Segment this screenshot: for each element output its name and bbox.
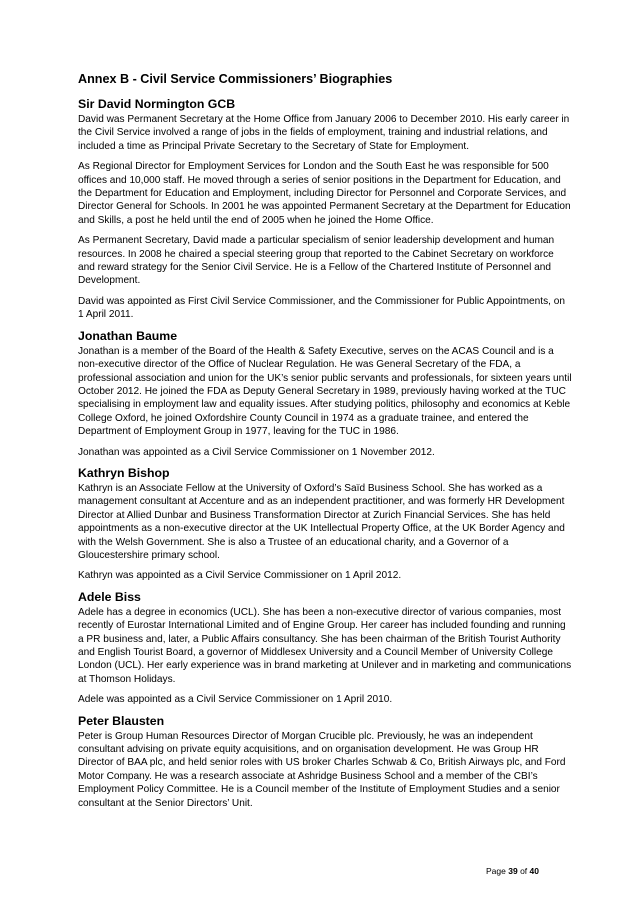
bio-name: Sir David Normington GCB [78,97,236,111]
page-content [78,72,572,817]
bio-paragraph: As Regional Director for Employment Services for London and the South East he was responsible for 500 offices and 10,000 staff. He moved through a series of senior positions in the Department for Education, and the Department for Education and Employment, including Director for Personnel and Corporate Services, and Director General for Schools. In 2001 he was appointed Permanent Secretary at the Department for Education and Skills, a post he held until the end of 2005 when he joined the Home Office. [78,161,571,226]
bio-paragraph: David was appointed as First Civil Service Commissioner, and the Commissioner for Public Appointments, on 1 April 2011. [78,295,565,321]
page-word: Page [486,866,506,876]
page-footer [486,866,539,876]
bio-peter-blausten [78,714,572,810]
annex-title: Annex B - Civil Service Commissioners’ Biographies [78,72,393,86]
bio-adele-biss [78,590,572,707]
bio-paragraph: Jonathan is a member of the Board of the Health & Safety Executive, serves on the ACAS Council and is a non-executive director of the Office of Nuclear Regulation. He was General Secretary of the FDA, a professional association and union for the UK’s senior public servants and professionals, for sixteen years until October 2012. He joined the FDA as Deputy General Secretary in 1989, previously having worked at the TUC specialising in employment law and equality issues. After studying politics, philosophy and economics at Keble College Oxford, he joined Oxfordshire County Council in 1974 as a graduate trainee, and entered the Department of Employment Group in 1977, leaving for the TUC in 1986. [78,345,572,438]
bio-name: Jonathan Baume [78,328,178,343]
bio-paragraph: Kathryn was appointed as a Civil Service Commissioner on 1 April 2012. [78,570,402,582]
bio-paragraph: Adele has a degree in economics (UCL). She has been a non-executive director of various companies, most recently of Eurostar International Limited and of Engine Group. Her career has included founding and running a PR business and, later, a Public Affairs consultancy. She has been chairman of the British Tourist Authority and English Tourist Board, a governor of Middlesex University and a Council Member of University College London (UCL). Her early experience was in brand marketing at Unilever and in marketing and communications at Thomson Holidays. [78,606,572,685]
bio-david-normington [78,97,572,322]
bio-name: Peter Blausten [78,713,165,728]
bio-paragraph: Peter is Group Human Resources Director of Morgan Crucible plc. Previously, he was an independent consultant advising on private equity acquisitions, and on organisation development. He was Group HR Director of BAA plc, and held senior roles with US broker Charles Schwab & Co, British Airways plc, and Ford Motor Company. He was a research associate at Ashridge Business School and a member of the CBI’s Employment Policy Committee. He is a Council member of the Institute of Employment Studies and a senior consultant at the Senior Directors’ Unit. [78,730,566,809]
bio-name: Adele Biss [78,589,141,604]
bio-kathryn-bishop [78,466,572,583]
bio-jonathan-baume [78,329,572,459]
bio-name: Kathryn Bishop [78,465,170,480]
bio-paragraph: David was Permanent Secretary at the Home Office from January 2006 to December 2010. His early career in the Civil Service involved a range of jobs in the fields of employment, training and industrial relations, and included a time as Principal Private Secretary to the Secretary of State for Employment. [78,114,570,152]
bio-paragraph: Adele was appointed as a Civil Service Commissioner on 1 April 2010. [78,694,393,706]
bio-paragraph: As Permanent Secretary, David made a particular specialism of senior leadership development and human resources. In 2008 he chaired a special steering group that reported to the Cabinet Secretary on workforce and reward strategy for the Senior Civil Service. He is a Fellow of the Chartered Institute of Personnel and Development. [78,235,555,287]
of-word: of [520,866,528,876]
bio-paragraph: Kathryn is an Associate Fellow at the University of Oxford’s Saïd Business School. She has worked as a management consultant at Accenture and as an independent practitioner, and was formerly HR Development Director at Allied Dunbar and Business Transformation Director at Zurich Financial Services. She has held appointments as a non-executive director at the UK Intellectual Property Office, at the UK Border Agency and with the Welsh Government. She is also a Trustee of an educational charity, and a Governor of a Gloucestershire primary school. [78,482,565,561]
page-number: 39 [508,866,518,876]
page-total: 40 [529,866,540,876]
bio-paragraph: Jonathan was appointed as a Civil Service Commissioner on 1 November 2012. [78,446,435,458]
